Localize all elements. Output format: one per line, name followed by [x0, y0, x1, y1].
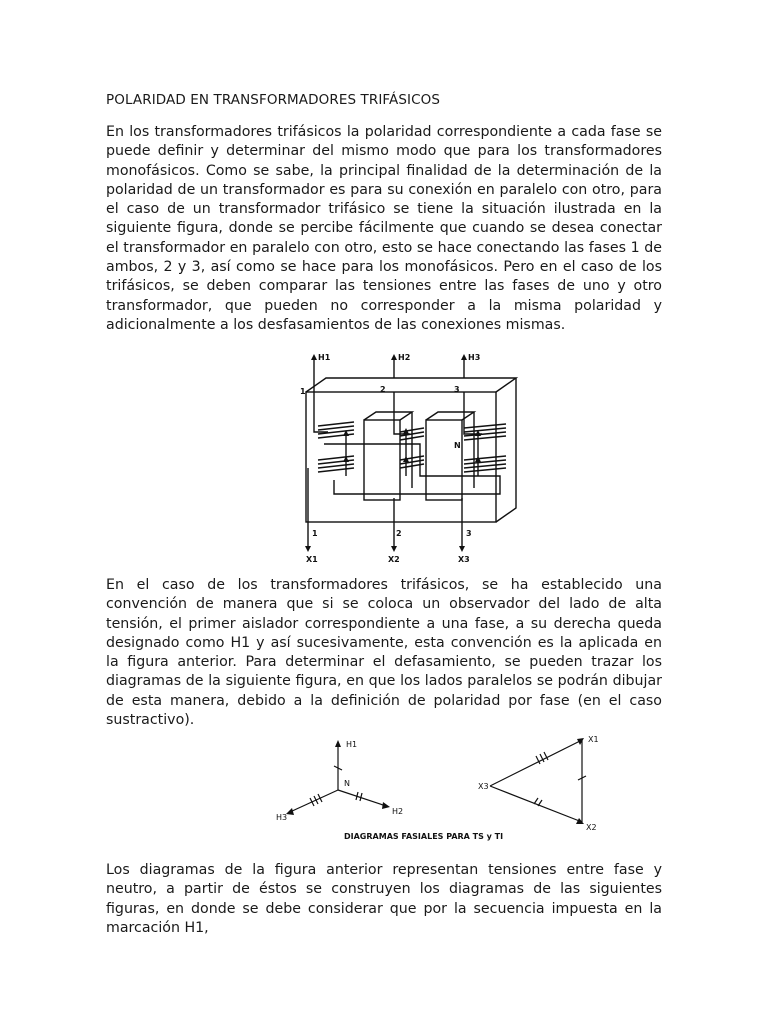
- label-x2: X2: [388, 555, 400, 564]
- label-h1: H1: [318, 353, 331, 362]
- label-phase-2-top: 2: [380, 385, 386, 394]
- core-window-right: [426, 420, 462, 500]
- label-x3: X3: [458, 555, 470, 564]
- lead-h2: [394, 392, 410, 434]
- paragraph-1: En los transformadores trifásicos la polaridad correspondiente a cada fase se puede definir y determinar del mismo modo que para los transformadores monofásicos. Como se sabe, la principal finalidad de la determinación de la polaridad de un transformador es para su conexión en paralelo con otro, para el caso de un transformador trifásico se tiene la situación ilustrada en la siguiente figura, donde se percibe fácilmente que cuando se desea conectar el transformador en paralelo con otro, esto se hace conectando las fases 1 de ambos, 2 y 3, así como se hace para los monofásicos. Pero en el caso de los trifásicos, se deben comparar las tensiones entre las fases de uno y otro transformador, que pueden no corresponder a la misma polaridad y adicionalmente a los desfasamientos de las conexiones mismas.: [106, 124, 662, 333]
- label-star-h2: H2: [392, 807, 404, 816]
- label-phase-1-bottom: 1: [312, 529, 318, 538]
- label-phase-1-top: 1: [300, 387, 306, 396]
- label-delta-x1: X1: [588, 735, 599, 744]
- phasor-diagrams-figure: [272, 730, 612, 845]
- label-x1: X1: [306, 555, 318, 564]
- winding-leg-1: [318, 422, 354, 472]
- label-star-h1: H1: [346, 740, 358, 749]
- winding-leg-3: [464, 424, 506, 472]
- label-star-neutral: N: [344, 779, 350, 788]
- figure-2-caption: DIAGRAMAS FASIALES PARA TS y TI: [344, 832, 504, 841]
- label-phase-2-bottom: 2: [396, 529, 402, 538]
- label-h3: H3: [468, 353, 481, 362]
- label-h2: H2: [398, 353, 411, 362]
- transformer-core-figure: [294, 348, 534, 570]
- core-top-face: [306, 378, 516, 392]
- label-star-h3: H3: [276, 813, 288, 822]
- wye-phasor-diagram: [290, 744, 386, 812]
- delta-phasor-diagram: [490, 740, 586, 822]
- label-delta-x2: X2: [586, 823, 597, 832]
- paragraph-3: Los diagramas de la figura anterior representan tensiones entre fase y neutro, a partir de éstos se construyen los diagramas de las siguientes figuras, en donde se debe considerar que por la secuencia impuesta en la marcación H1,: [106, 862, 662, 936]
- lead-h1: [314, 358, 328, 432]
- label-phase-3-bottom: 3: [466, 529, 472, 538]
- core-right-face: [496, 378, 516, 522]
- paragraph-2: En el caso de los transformadores trifásicos, se ha establecido una convención de manera que si se coloca un observador del lado de alta tensión, el primer aislador correspondiente a una fase, a su derecha queda designado como H1 y así sucesivamente, esta convención es la aplicada en la figura anterior. Para determinar el defasamiento, se pueden trazar los diagramas de la siguiente figura, en que los lados paralelos se podrán dibujar de esta manera, debido a la definición de polaridad por fase (en el caso sustractivo).: [106, 577, 662, 729]
- document-title: POLARIDAD EN TRANSFORMADORES TRIFÁSICOS: [106, 92, 441, 108]
- label-neutral: N: [454, 441, 461, 450]
- label-phase-3-top: 3: [454, 385, 460, 394]
- label-delta-x3: X3: [478, 782, 489, 791]
